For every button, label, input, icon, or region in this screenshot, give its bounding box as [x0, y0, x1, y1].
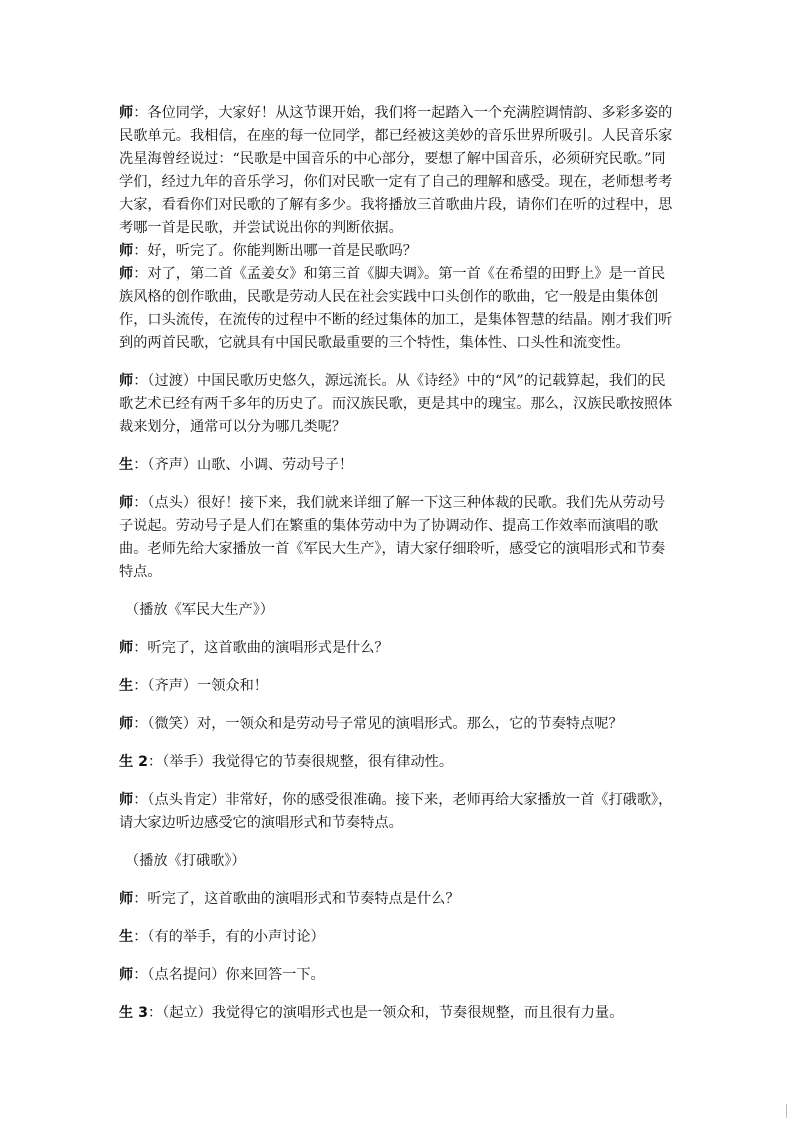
paragraph-text: （播放《打硪歌》） [125, 853, 246, 869]
paragraph-text: 对了，第二首《孟姜女》和第三首《脚夫调》。第一首《在希望的田野上》是一首民族风格的创作歌曲，民歌是劳动人民在社会实践中口头创作的歌曲，它一般是由集体创作，口头流传，在流传的过程中不断的经过集体的加工，是集体智慧的结晶。刚才我们听到的两首民歌，它就具有中国民歌最重要的三个特性，集体性、口头性和流变性。 [119, 266, 673, 351]
page-edge-mark [786, 1104, 787, 1118]
paragraph [119, 454, 679, 477]
paragraph-text: （播放《军民大生产》） [125, 602, 274, 618]
paragraph [119, 263, 679, 355]
speaker-label: 师 [119, 243, 134, 259]
paragraph-text: 听完了，这首歌曲的演唱形式是什么？ [147, 640, 389, 656]
speaker-label: 师 [119, 373, 134, 389]
paragraph-text: （有的举手，有的小声讨论） [147, 929, 325, 945]
paragraph-text: 各位同学，大家好！从这节课开始，我们将一起踏入一个充满腔调情韵、多彩多姿的民歌单元。我相信，在座的每一位同学，都已经被这美妙的音乐世界所吸引。人民音乐家冼星海曾经说过：“民歌是中国音乐的中心部分，要想了解中国音乐，必须研究民歌。”同学们，经过九年的音乐学习，你们对民歌一定有了自己的理解和感受。现在，老师想考考大家，看看你们对民歌的了解有多少。我将播放三首歌曲片段，请你们在听的过程中，思考哪一首是民歌，并尝试说出你的判断依据。 [119, 105, 673, 236]
speaker-separator: ： [133, 495, 148, 511]
speaker-separator: ： [133, 792, 148, 808]
paragraph-text: （点名提问）你来回答一下。 [147, 967, 325, 983]
paragraph [119, 370, 679, 439]
speaker-separator: ： [133, 105, 148, 121]
stage-direction [125, 599, 679, 622]
paragraph [119, 888, 679, 911]
speaker-separator: ： [133, 266, 148, 282]
paragraph-text: （齐声）一领众和！ [147, 678, 268, 694]
speaker-separator: ： [133, 457, 148, 473]
speaker-label: 生 [119, 457, 134, 473]
speaker-label: 生 [119, 678, 134, 694]
paragraph [119, 751, 679, 774]
speaker-label: 生 3 [119, 1005, 148, 1021]
paragraph [119, 964, 679, 987]
speaker-label: 师 [119, 716, 134, 732]
speaker-separator: ： [148, 1005, 163, 1021]
speaker-label: 师 [119, 640, 134, 656]
stage-direction [125, 850, 679, 873]
speaker-separator: ： [133, 891, 148, 907]
paragraph [119, 240, 679, 263]
speaker-separator: ： [133, 716, 148, 732]
paragraph [119, 926, 679, 949]
paragraph-text: （起立）我觉得它的演唱形式也是一领众和，节奏很规整，而且很有力量。 [162, 1005, 624, 1021]
paragraph-text: 听完了，这首歌曲的演唱形式和节奏特点是什么？ [147, 891, 460, 907]
paragraph-text: （齐声）山歌、小调、劳动号子！ [147, 457, 354, 473]
speaker-label: 生 [119, 929, 134, 945]
paragraph-text: （微笑）对，一领众和是劳动号子常见的演唱形式。那么，它的节奏特点呢？ [147, 716, 623, 732]
speaker-label: 师 [119, 792, 134, 808]
speaker-separator: ： [133, 373, 148, 389]
paragraph [119, 1002, 679, 1025]
paragraph [119, 492, 679, 584]
paragraph [119, 675, 679, 698]
paragraph [119, 713, 679, 736]
paragraph-text: （过渡）中国民歌历史悠久，源远流长。从《诗经》中的“风”的记载算起，我们的民歌艺术已经有两千多年的历史了。而汉族民歌，更是其中的瑰宝。那么，汉族民歌按照体裁来划分，通常可以分为哪几类呢？ [119, 373, 673, 435]
speaker-separator: ： [133, 967, 148, 983]
speaker-label: 师 [119, 891, 134, 907]
speaker-separator: ： [133, 678, 148, 694]
paragraph [119, 102, 679, 240]
speaker-separator: ： [133, 243, 148, 259]
paragraph-text: （点头）很好！接下来，我们就来详细了解一下这三种体裁的民歌。我们先从劳动号子说起。劳动号子是人们在繁重的集体劳动中为了协调动作、提高工作效率而演唱的歌曲。老师先给大家播放一首《军民大生产》，请大家仔细聆听，感受它的演唱形式和节奏特点。 [119, 495, 666, 580]
speaker-label: 生 2 [119, 754, 148, 770]
document-body [119, 102, 679, 1025]
paragraph-text: （举手）我觉得它的节奏很规整，很有律动性。 [162, 754, 454, 770]
paragraph [119, 789, 679, 835]
speaker-label: 师 [119, 105, 134, 121]
speaker-separator: ： [133, 640, 148, 656]
paragraph [119, 637, 679, 660]
speaker-label: 师 [119, 967, 134, 983]
speaker-label: 师 [119, 266, 134, 282]
speaker-label: 师 [119, 495, 134, 511]
paragraph-text: （点头肯定）非常好，你的感受很准确。接下来，老师再给大家播放一首《打硪歌》，请大家边听边感受它的演唱形式和节奏特点。 [119, 792, 673, 831]
speaker-separator: ： [148, 754, 163, 770]
speaker-separator: ： [133, 929, 148, 945]
paragraph-text: 好，听完了。你能判断出哪一首是民歌吗？ [147, 243, 417, 259]
